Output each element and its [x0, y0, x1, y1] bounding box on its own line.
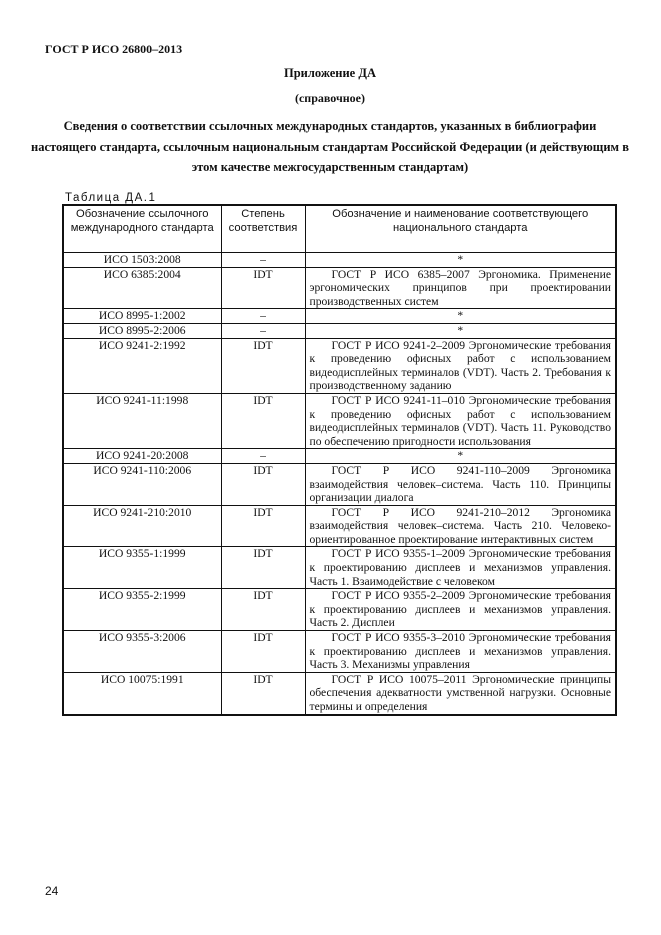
cell-national-standard: *: [305, 253, 616, 268]
table-row: [63, 589, 616, 631]
cell-national-standard: *: [305, 449, 616, 464]
cell-intl-standard: ИСО 9241-110:2006: [63, 463, 221, 505]
appendix-title: Приложение ДА: [284, 66, 376, 80]
cell-national-standard: [305, 589, 616, 631]
table-row: [63, 547, 616, 589]
cell-national-standard: *: [305, 309, 616, 324]
cell-degree: IDT: [221, 267, 305, 309]
cell-degree: IDT: [221, 338, 305, 393]
cell-national-standard: [305, 463, 616, 505]
cell-degree: IDT: [221, 589, 305, 631]
cell-national-standard: [305, 393, 616, 448]
cell-national-standard: [305, 547, 616, 589]
cell-degree: IDT: [221, 393, 305, 448]
cell-intl-standard: ИСО 9241-20:2008: [63, 449, 221, 464]
table-row: [63, 672, 616, 714]
cell-intl-standard: ИСО 9355-2:1999: [63, 589, 221, 631]
cell-intl-standard: ИСО 9355-3:2006: [63, 631, 221, 673]
table-header-row: [63, 205, 616, 253]
table-row: [63, 267, 616, 309]
cell-intl-standard: ИСО 9355-1:1999: [63, 547, 221, 589]
cell-national-standard: [305, 672, 616, 714]
cell-degree: IDT: [221, 547, 305, 589]
cell-national-standard: *: [305, 323, 616, 338]
cell-intl-standard: ИСО 8995-1:2002: [63, 309, 221, 324]
table-row: [63, 463, 616, 505]
national-standard-text: ГОСТ Р ИСО 9241-2–2009 Эргономические требования к проведению офисных работ с использованием видеодисплейных терминалов (VDT). Часть 2. Требования к производственному заданию: [309, 338, 611, 393]
table-row: [63, 393, 616, 448]
header-intl-standard: Обозначение ссылочного международного стандарта: [63, 205, 221, 253]
cell-intl-standard: ИСО 10075:1991: [63, 672, 221, 714]
cell-intl-standard: ИСО 9241-210:2010: [63, 505, 221, 547]
table-body: [63, 253, 616, 715]
correspondence-table: [62, 204, 617, 716]
national-standard-text: ГОСТ Р ИСО 10075–2011 Эргономические принципы обеспечения адекватности умственной нагрузки. Основные термины и определения: [309, 672, 611, 713]
table-row: [63, 309, 616, 324]
appendix-type: (справочное): [294, 91, 365, 105]
cell-degree: IDT: [221, 631, 305, 673]
table-row: [63, 449, 616, 464]
national-standard-text: ГОСТ Р ИСО 9241-110–2009 Эргономика взаимодействия человек–система. Часть 110. Принципы организации диалога: [309, 463, 611, 505]
national-standard-text: ГОСТ Р ИСО 9355-2–2009 Эргономические требования к проектированию дисплеев и механизмов управления. Часть 2. Дисплеи: [309, 589, 611, 630]
cell-intl-standard: ИСО 9241-11:1998: [63, 393, 221, 448]
table-row: [63, 253, 616, 268]
table-row: [63, 323, 616, 338]
cell-national-standard: [305, 338, 616, 393]
cell-degree: –: [221, 309, 305, 324]
table-row: [63, 338, 616, 393]
cell-national-standard: [305, 267, 616, 309]
cell-degree: IDT: [221, 672, 305, 714]
header-national-standard: Обозначение и наименование соответствующего национального стандарта: [305, 205, 616, 253]
cell-degree: –: [221, 449, 305, 464]
cell-intl-standard: ИСО 1503:2008: [63, 253, 221, 268]
document-code: ГОСТ Р ИСО 26800–2013: [45, 42, 183, 56]
national-standard-text: ГОСТ Р ИСО 6385–2007 Эргономика. Применение эргономических принципов при проектировании производственных систем: [309, 267, 611, 308]
national-standard-text: ГОСТ Р ИСО 9355-3–2010 Эргономические требования к проектированию дисплеев и механизмов управления. Часть 3. Механизмы управления: [309, 631, 611, 672]
cell-degree: IDT: [221, 505, 305, 547]
cell-degree: –: [221, 323, 305, 338]
cell-degree: IDT: [221, 463, 305, 505]
page-number: 24: [45, 884, 59, 898]
national-standard-text: ГОСТ Р ИСО 9355-1–2009 Эргономические требования к проектированию дисплеев и механизмов управления. Часть 1. Взаимодействие с человеком: [309, 547, 611, 588]
table-row: [63, 505, 616, 547]
cell-intl-standard: ИСО 9241-2:1992: [63, 338, 221, 393]
cell-degree: –: [221, 253, 305, 268]
cell-national-standard: [305, 505, 616, 547]
header-degree: Степень соответствия: [221, 205, 305, 253]
cell-intl-standard: ИСО 8995-2:2006: [63, 323, 221, 338]
table-row: [63, 631, 616, 673]
cell-national-standard: [305, 631, 616, 673]
national-standard-text: ГОСТ Р ИСО 9241-11–010 Эргономические требования к проведению офисных работ с использованием видеодисплейных терминалов (VDT). Часть 11. Руководство по обеспечению пригодности использования: [309, 393, 611, 448]
national-standard-text: ГОСТ Р ИСО 9241-210–2012 Эргономика взаимодействия человек–система. Часть 210. Человеко-ориентированное проектирование интерактивных систем: [309, 505, 611, 546]
table-label: Таблица ДА.1: [65, 192, 157, 204]
appendix-heading: Сведения о соответствии ссылочных международных стандартов, указанных в библиографии настоящего стандарта, ссылочным национальным стандартам Российской Федерации (и действующим в этом качестве межгосударственным стандартам): [31, 119, 629, 174]
cell-intl-standard: ИСО 6385:2004: [63, 267, 221, 309]
